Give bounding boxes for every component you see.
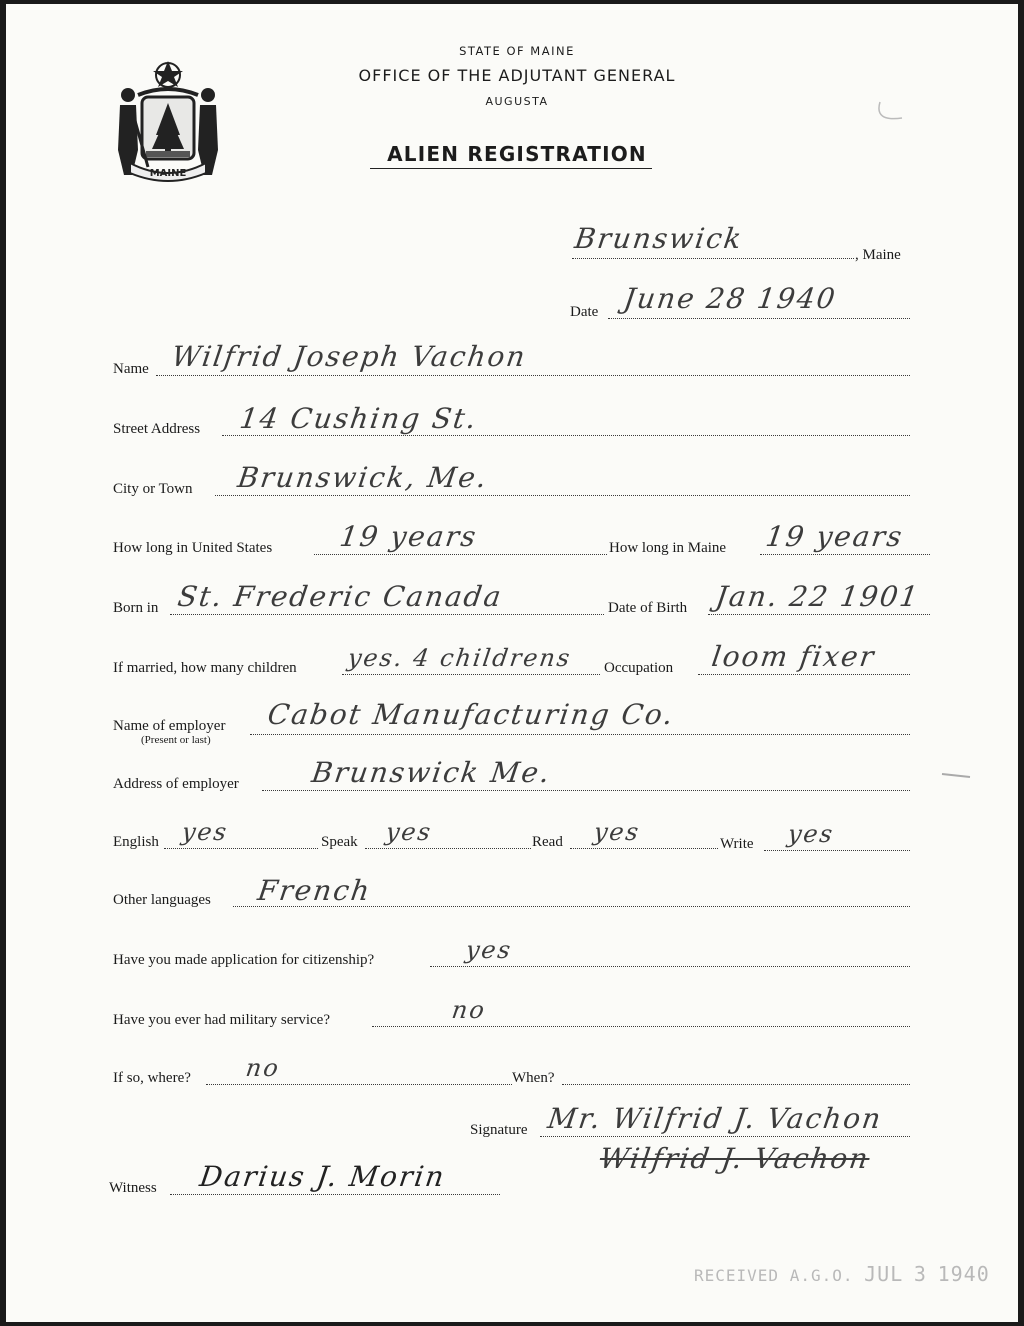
header-state: STATE OF MAINE xyxy=(459,44,575,58)
witness-value: Darius J. Morin xyxy=(197,1160,448,1193)
pencil-dash xyxy=(940,768,976,782)
read-line xyxy=(570,848,718,849)
born-in-line xyxy=(170,614,604,615)
maine-label: , Maine xyxy=(855,247,901,263)
name-line xyxy=(156,375,910,376)
employer-line xyxy=(250,734,910,735)
header-office: OFFICE OF THE ADJUTANT GENERAL xyxy=(358,66,676,85)
date-line xyxy=(608,318,910,319)
how-long-us-label: How long in United States xyxy=(113,540,273,556)
dob-value: Jan. 22 1901 xyxy=(713,580,922,613)
employer-label-sub: (Present or last) xyxy=(141,734,211,746)
how-long-us-value: 19 years xyxy=(337,520,480,553)
how-long-us-line xyxy=(314,554,607,555)
employer-value: Cabot Manufacturing Co. xyxy=(265,698,677,731)
stamp-month: JUL xyxy=(864,1262,904,1286)
received-stamp xyxy=(694,1262,990,1286)
military-line xyxy=(372,1026,910,1027)
employer-label xyxy=(113,718,225,746)
occupation-value: loom fixer xyxy=(709,640,878,673)
where-value: no xyxy=(244,1054,282,1082)
write-line xyxy=(764,850,910,851)
street-line xyxy=(222,435,910,436)
employer-address-label: Address of employer xyxy=(113,776,239,792)
english-label: English xyxy=(113,834,159,850)
write-value: yes xyxy=(786,820,837,848)
signature-struck: Wilfrid J. Vachon xyxy=(597,1142,872,1175)
dob-line xyxy=(708,614,930,615)
signature-line xyxy=(540,1136,910,1137)
where-line xyxy=(206,1084,512,1085)
header-city: AUGUSTA xyxy=(485,95,549,108)
pencil-mark xyxy=(872,98,912,128)
name-value: Wilfrid Joseph Vachon xyxy=(169,340,529,373)
where-label: If so, where? xyxy=(113,1070,191,1086)
how-long-me-value: 19 years xyxy=(763,520,906,553)
born-in-label: Born in xyxy=(113,600,159,616)
town-value: Brunswick xyxy=(572,222,746,255)
when-label: When? xyxy=(512,1070,555,1086)
city-label: City or Town xyxy=(113,481,193,497)
other-languages-value: French xyxy=(255,874,374,907)
date-value: June 28 1940 xyxy=(621,282,839,315)
witness-line xyxy=(170,1194,500,1195)
how-long-me-line xyxy=(760,554,930,555)
when-line xyxy=(562,1084,910,1085)
town-line xyxy=(572,258,854,259)
english-line xyxy=(164,848,318,849)
citizenship-line xyxy=(430,966,910,967)
english-value: yes xyxy=(180,818,231,846)
witness-label: Witness xyxy=(109,1180,157,1196)
title-underline xyxy=(370,168,652,169)
street-value: 14 Cushing St. xyxy=(237,402,480,435)
read-label: Read xyxy=(532,834,563,850)
speak-line xyxy=(365,848,531,849)
born-in-value: St. Frederic Canada xyxy=(175,580,505,613)
other-languages-label: Other languages xyxy=(113,892,211,908)
married-value: yes. 4 childrens xyxy=(346,644,574,672)
employer-label-text: Name of employer xyxy=(113,718,226,734)
stamp-text: RECEIVED A.G.O. xyxy=(694,1266,854,1285)
occupation-label: Occupation xyxy=(604,660,674,676)
signature-label: Signature xyxy=(470,1122,528,1138)
name-label: Name xyxy=(113,361,149,377)
military-value: no xyxy=(450,996,488,1024)
speak-value: yes xyxy=(384,818,435,846)
employer-address-value: Brunswick Me. xyxy=(309,756,554,789)
speak-label: Speak xyxy=(321,834,358,850)
occupation-line xyxy=(698,674,910,675)
signature-value: Mr. Wilfrid J. Vachon xyxy=(545,1102,885,1135)
dob-label: Date of Birth xyxy=(608,600,688,616)
citizenship-value: yes xyxy=(464,936,515,964)
married-line xyxy=(342,674,600,675)
street-label: Street Address xyxy=(113,421,201,437)
married-label: If married, how many children xyxy=(113,660,297,676)
seal-text: MAINE xyxy=(149,168,187,179)
date-label: Date xyxy=(570,304,599,320)
write-label: Write xyxy=(720,836,754,852)
stamp-year: 1940 xyxy=(937,1262,990,1286)
employer-address-line xyxy=(262,790,910,791)
stamp-day: 3 xyxy=(913,1262,927,1286)
city-line xyxy=(215,495,910,496)
form-title: ALIEN REGISTRATION xyxy=(387,142,647,166)
citizenship-label: Have you made application for citizenship? xyxy=(113,952,375,968)
military-label: Have you ever had military service? xyxy=(113,1012,330,1028)
city-value: Brunswick, Me. xyxy=(235,461,491,494)
read-value: yes xyxy=(592,818,643,846)
how-long-me-label: How long in Maine xyxy=(609,540,727,556)
